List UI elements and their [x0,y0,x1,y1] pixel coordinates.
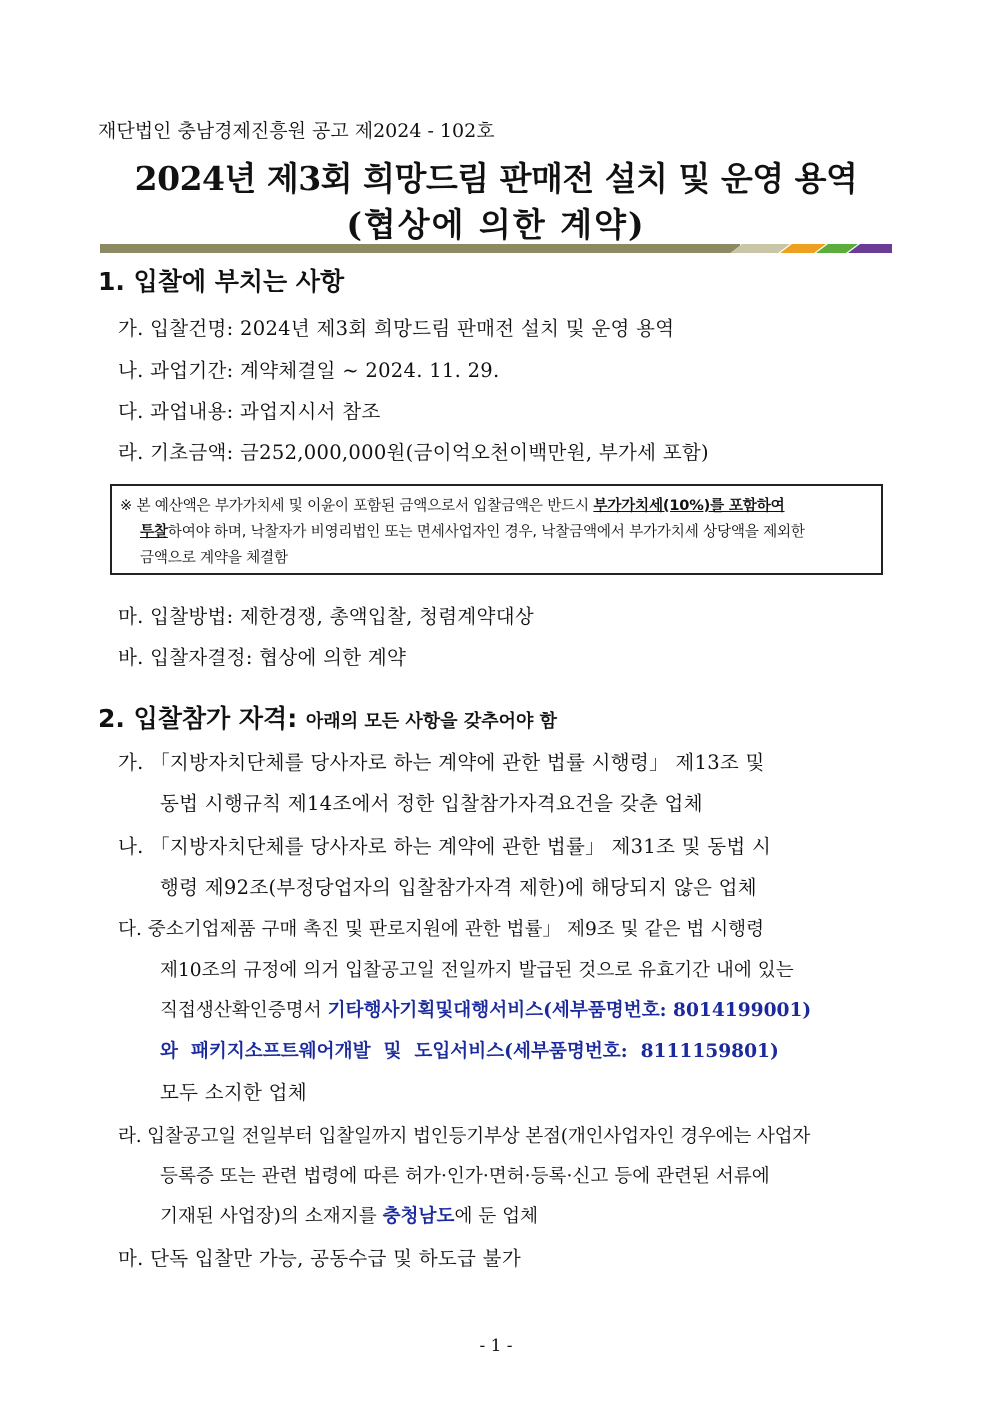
location-text-post: 에 둔 업체 [454,1206,539,1227]
vat-note-line-1 [120,494,785,515]
service-code-2: 와 패키지소프트웨어개발 및 도입서비스(세부품명번호: 8111159801) [160,1041,779,1062]
section2-heading-sub: 아래의 모든 사항을 갖추어야 함 [305,711,558,732]
page-number: - 1 - [479,1336,513,1356]
section1-item-d: 라. 기초금액: 금252,000,000원(금이억오천이백만원, 부가세 포함) [118,441,709,464]
section2-item-a-line1: 가. 「지방자치단체를 당사자로 하는 계약에 관한 법률 시행령」 제13조 및 [118,751,765,774]
title-divider-bar [100,244,892,253]
notice-number: 재단법인 충남경제진흥원 공고 제2024 - 102호 [98,120,495,142]
location-province: 충청남도 [382,1206,455,1227]
section2-item-b-line1: 나. 「지방자치단체를 당사자로 하는 계약에 관한 법률」 제31조 및 동법 시 [118,835,772,858]
document-title: 2024년 제3회 희망드림 판매전 설치 및 운영 용역 [134,159,858,198]
section2-item-c-line2: 제10조의 규정에 의거 입찰공고일 전일까지 발급된 것으로 유효기간 내에 있는 [160,960,794,981]
section2-item-a-line2: 동법 시행규칙 제14조에서 정한 입찰참가자격요건을 갖춘 업체 [160,792,703,815]
vat-note-line-2 [140,520,805,541]
section2-item-c-line5: 모두 소지한 업체 [160,1081,307,1104]
section1-heading: 1. 입찰에 부치는 사항 [98,267,345,296]
section1-item-e: 마. 입찰방법: 제한경쟁, 총액입찰, 청렴계약대상 [118,605,534,628]
certificate-label: 직접생산확인증명서 [160,1000,328,1021]
section2-item-d-line2: 등록증 또는 관련 법령에 따른 허가·인가·면허·등록·신고 등에 관련된 서류에 [160,1166,770,1187]
section2-item-c-line1: 다. 중소기업제품 구매 촉진 및 판로지원에 관한 법률」 제9조 및 같은 법 시행령 [118,919,765,940]
section1-item-a: 가. 입찰건명: 2024년 제3회 희망드림 판매전 설치 및 운영 용역 [118,317,675,340]
service-code-1: 기타행사기획및대행서비스(세부품명번호: 8014199001) [327,1000,812,1021]
vat-note-emphasis: 부가가치세(10%)를 포함하여 [593,497,785,514]
section2-item-d-line1: 라. 입찰공고일 전일부터 입찰일까지 법인등기부상 본점(개인사업자인 경우에는 사업자 [118,1126,811,1147]
section2-heading-title: 2. 입찰참가 자격: [98,704,298,733]
section2-item-b-line2: 행령 제92조(부정당업자의 입찰참가자격 제한)에 해당되지 않은 업체 [160,876,757,899]
location-text-pre: 기재된 사업장)의 소재지를 [160,1206,383,1227]
vat-note-emphasis-2: 투찰 [140,523,168,540]
vat-note-line-3: 금액으로 계약을 체결함 [140,549,288,566]
title-divider-graphic [100,244,892,253]
section2-heading [98,699,557,735]
vat-note-box [110,484,883,575]
section2-item-c-line3 [160,996,811,1022]
vat-note-text: ※ 본 예산액은 부가가치세 및 이윤이 포함된 금액으로서 입찰금액은 반드시 [120,497,594,514]
vat-note-text-2: 하여야 하며, 낙찰자가 비영리법인 또는 면세사업자인 경우, 낙찰금액에서 부가가치세 상당액을 제외한 [167,523,805,540]
section1-item-b: 나. 과업기간: 계약체결일 ~ 2024. 11. 29. [118,359,500,382]
section2-item-d-line3 [160,1202,538,1228]
section1-item-f: 바. 입찰자결정: 협상에 의한 계약 [118,646,407,669]
section2-item-e: 마. 단독 입찰만 가능, 공동수급 및 하도급 불가 [118,1247,521,1270]
section1-item-c: 다. 과업내용: 과업지시서 참조 [118,400,381,423]
document-subtitle: (협상에 의한 계약) [346,205,646,244]
